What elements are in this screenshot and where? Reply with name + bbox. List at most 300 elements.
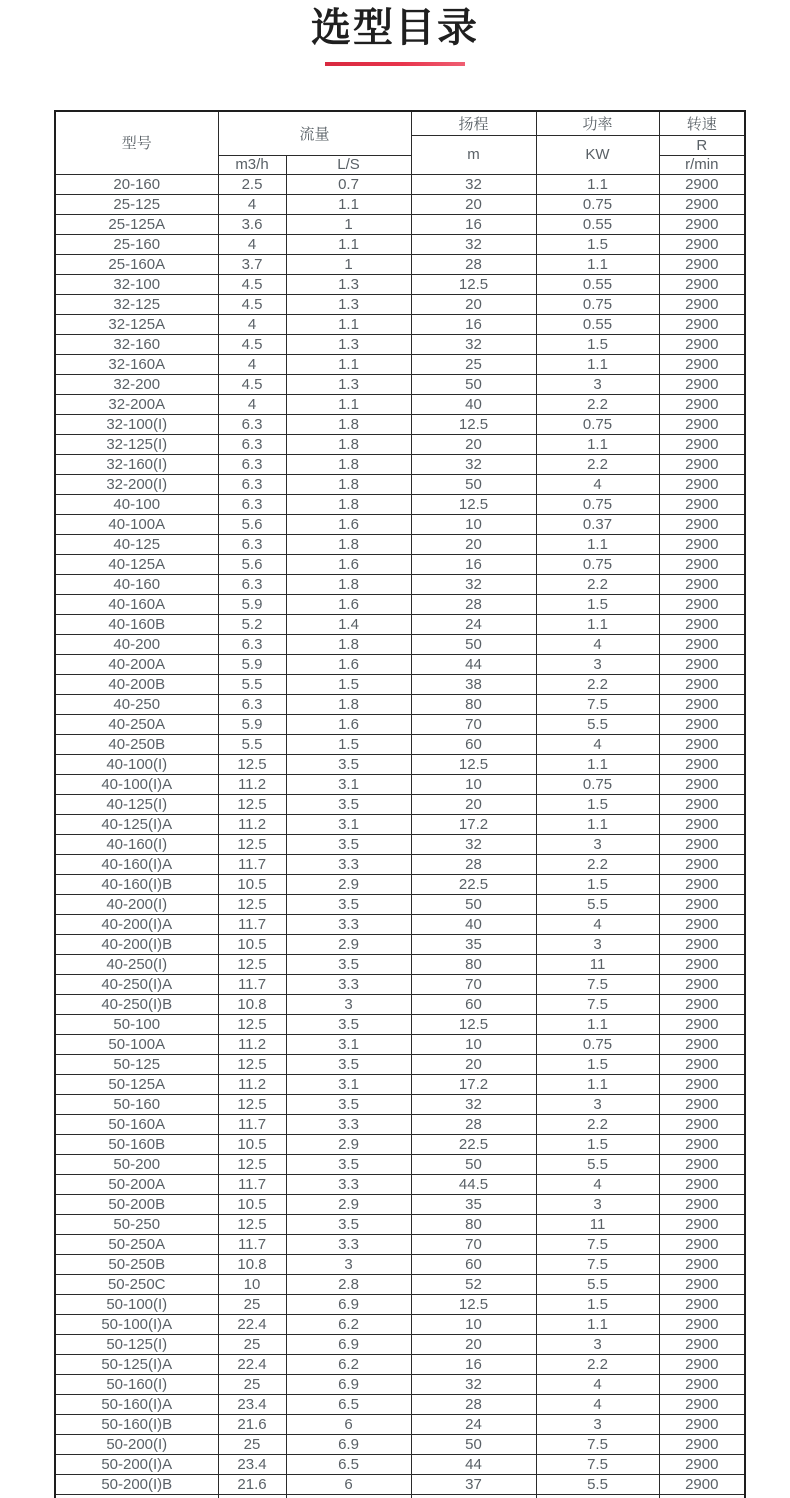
table-row	[55, 534, 745, 554]
cell-model: 32-125	[55, 294, 218, 314]
header-head: 扬程	[411, 111, 536, 135]
cell-speed-rpm: 2900	[659, 634, 745, 654]
header-power-unit: KW	[536, 135, 659, 174]
cell-flow-m3h: 25	[218, 1434, 286, 1454]
cell-flow-m3h: 10.5	[218, 1194, 286, 1214]
table-row	[55, 654, 745, 674]
cell-flow-m3h: 12.5	[218, 834, 286, 854]
cell-flow-m3h: 6.3	[218, 694, 286, 714]
cell-flow-ls: 3.3	[286, 914, 411, 934]
cell-speed-rpm: 2900	[659, 1234, 745, 1254]
cell-model: 40-160(I)	[55, 834, 218, 854]
header-speed: 转速	[659, 111, 745, 135]
cell-speed-rpm: 2900	[659, 794, 745, 814]
table-row	[55, 514, 745, 534]
cell-power-kw: 1.5	[536, 234, 659, 254]
cell-flow-m3h: 23.4	[218, 1454, 286, 1474]
cell-head-m: 17.2	[411, 814, 536, 834]
cell-flow-ls: 1.8	[286, 574, 411, 594]
header-flow-unit-m3h: m3/h	[218, 155, 286, 174]
cell-head-m: 40	[411, 394, 536, 414]
cell-model: 50-160	[55, 1094, 218, 1114]
cell-speed-rpm: 2900	[659, 1214, 745, 1234]
cell-speed-rpm: 2900	[659, 574, 745, 594]
cell-power-kw: 1.5	[536, 874, 659, 894]
cell-flow-m3h: 4.5	[218, 374, 286, 394]
cell-power-kw: 2.2	[536, 1354, 659, 1374]
cell-flow-m3h: 6.3	[218, 574, 286, 594]
cell-head-m: 35	[411, 1194, 536, 1214]
cell-flow-ls: 6.9	[286, 1294, 411, 1314]
cell-power-kw: 5.5	[536, 1274, 659, 1294]
cell-power-kw: 1.1	[536, 434, 659, 454]
table-row	[55, 494, 745, 514]
cell-model: 50-160A	[55, 1114, 218, 1134]
cell-speed-rpm: 2900	[659, 394, 745, 414]
cell-head-m: 20	[411, 434, 536, 454]
cell-flow-ls: 3.5	[286, 954, 411, 974]
table-row	[55, 1274, 745, 1294]
cell-speed-rpm: 2900	[659, 554, 745, 574]
cell-flow-ls: 6	[286, 1414, 411, 1434]
cell-speed-rpm: 2900	[659, 274, 745, 294]
cell-head-m: 16	[411, 1354, 536, 1374]
table-row	[55, 234, 745, 254]
cell-power-kw: 1.1	[536, 174, 659, 194]
cell-flow-ls: 3.1	[286, 1034, 411, 1054]
cell-flow-ls: 3.3	[286, 854, 411, 874]
table-row	[55, 1114, 745, 1134]
cell-head-m: 20	[411, 794, 536, 814]
table-row	[55, 314, 745, 334]
cell-power-kw: 0.75	[536, 414, 659, 434]
cell-flow-ls: 3.1	[286, 774, 411, 794]
cell-model: 40-200(I)	[55, 894, 218, 914]
cell-model: 50-125	[55, 1054, 218, 1074]
cell-model: 50-125(I)	[55, 1334, 218, 1354]
cell-head-m: 16	[411, 314, 536, 334]
cell-flow-m3h: 5.5	[218, 674, 286, 694]
cell-speed-rpm: 2900	[659, 814, 745, 834]
cell-power-kw: 1.1	[536, 534, 659, 554]
table-row	[55, 294, 745, 314]
cell-speed-rpm: 2900	[659, 1434, 745, 1454]
cell-speed-rpm: 2900	[659, 854, 745, 874]
title-divider	[325, 62, 465, 66]
cell-model: 50-160(I)	[55, 1374, 218, 1394]
cell-speed-rpm: 2900	[659, 1194, 745, 1214]
cell-model: 40-250A	[55, 714, 218, 734]
cell-flow-ls: 3.5	[286, 754, 411, 774]
cell-flow-ls: 6.5	[286, 1454, 411, 1474]
table-row	[55, 594, 745, 614]
table-row	[55, 574, 745, 594]
cell-flow-ls: 1	[286, 254, 411, 274]
cell-model: 40-100(I)A	[55, 774, 218, 794]
cell-model: 50-100	[55, 1014, 218, 1034]
cell-head-m: 80	[411, 1214, 536, 1234]
cell-flow-m3h: 11.2	[218, 1034, 286, 1054]
table-row	[55, 1174, 745, 1194]
cell-speed-rpm: 2900	[659, 334, 745, 354]
cell-power-kw: 4	[536, 914, 659, 934]
cell-model: 50-125A	[55, 1074, 218, 1094]
table-row	[55, 254, 745, 274]
cell-head-m: 10	[411, 514, 536, 534]
cell-flow-ls: 1.4	[286, 614, 411, 634]
cell-flow-ls: 2.9	[286, 874, 411, 894]
cell-power-kw: 0.55	[536, 274, 659, 294]
table-row	[55, 1294, 745, 1314]
cell-flow-ls: 1.1	[286, 314, 411, 334]
cell-flow-ls: 3.3	[286, 1114, 411, 1134]
cell-flow-ls: 1.3	[286, 274, 411, 294]
cell-flow-ls: 1.1	[286, 354, 411, 374]
cell-model: 50-160(I)B	[55, 1414, 218, 1434]
cell-speed-rpm: 2900	[659, 734, 745, 754]
cell-head-m: 32	[411, 454, 536, 474]
cell-head-m: 28	[411, 854, 536, 874]
cell-flow-m3h: 11.7	[218, 1114, 286, 1134]
cell-flow-ls: 1.5	[286, 734, 411, 754]
cell-flow-ls: 1.6	[286, 654, 411, 674]
cell-head-m: 32	[411, 834, 536, 854]
table-row	[55, 374, 745, 394]
cell-speed-rpm: 2900	[659, 1054, 745, 1074]
cell-head-m: 50	[411, 1154, 536, 1174]
table-row	[55, 414, 745, 434]
table-row	[55, 1334, 745, 1354]
cell-model: 25-160A	[55, 254, 218, 274]
table-row	[55, 614, 745, 634]
cell-model: 40-125(I)	[55, 794, 218, 814]
cell-flow-m3h: 6.3	[218, 414, 286, 434]
cell-flow-ls: 6.9	[286, 1334, 411, 1354]
cell-power-kw: 2.2	[536, 674, 659, 694]
cell-head-m: 10	[411, 1034, 536, 1054]
cell-power-kw: 1.5	[536, 1134, 659, 1154]
cell-model: 40-100(I)	[55, 754, 218, 774]
header-head-unit: m	[411, 135, 536, 174]
cell-flow-ls: 3.5	[286, 1014, 411, 1034]
cell-flow-m3h: 5.9	[218, 654, 286, 674]
table-row	[55, 1374, 745, 1394]
cell-power-kw: 1.1	[536, 1314, 659, 1334]
cell-flow-ls	[286, 1494, 411, 1498]
cell-head-m: 20	[411, 294, 536, 314]
cell-flow-ls: 3.5	[286, 894, 411, 914]
table-row	[55, 474, 745, 494]
table-row	[55, 1314, 745, 1334]
cell-flow-ls: 1.8	[286, 434, 411, 454]
cell-model: 25-125	[55, 194, 218, 214]
cell-flow-m3h: 11.7	[218, 1174, 286, 1194]
table-row	[55, 554, 745, 574]
cell-power-kw: 3	[536, 834, 659, 854]
table-row	[55, 794, 745, 814]
cell-model: 40-160B	[55, 614, 218, 634]
table-row	[55, 774, 745, 794]
cell-power-kw: 4	[536, 1174, 659, 1194]
cell-power-kw: 7.5	[536, 994, 659, 1014]
cell-power-kw: 1.1	[536, 254, 659, 274]
cell-flow-m3h: 21.6	[218, 1414, 286, 1434]
table-row	[55, 814, 745, 834]
cell-head-m: 50	[411, 374, 536, 394]
cell-power-kw: 3	[536, 1094, 659, 1114]
cell-flow-ls: 1.3	[286, 294, 411, 314]
cell-speed-rpm: 2900	[659, 934, 745, 954]
cell-head-m: 28	[411, 1394, 536, 1414]
cell-speed-rpm: 2900	[659, 1454, 745, 1474]
cell-speed-rpm: 2900	[659, 1474, 745, 1494]
cell-flow-ls: 2.9	[286, 1134, 411, 1154]
cell-head-m: 12.5	[411, 274, 536, 294]
cell-flow-ls: 1.1	[286, 194, 411, 214]
cell-head-m: 32	[411, 574, 536, 594]
cell-power-kw: 3	[536, 1414, 659, 1434]
cell-power-kw: 11	[536, 954, 659, 974]
cell-power-kw: 2.2	[536, 574, 659, 594]
cell-speed-rpm: 2900	[659, 354, 745, 374]
cell-head-m: 40	[411, 914, 536, 934]
cell-flow-ls: 1.6	[286, 714, 411, 734]
cell-flow-ls: 3	[286, 1254, 411, 1274]
cell-model: 40-200A	[55, 654, 218, 674]
cell-flow-m3h: 11.7	[218, 1234, 286, 1254]
cell-head-m: 52	[411, 1274, 536, 1294]
cell-flow-m3h: 4	[218, 234, 286, 254]
cell-flow-m3h: 11.2	[218, 1074, 286, 1094]
cell-speed-rpm: 2900	[659, 1174, 745, 1194]
cell-flow-m3h: 10	[218, 1274, 286, 1294]
cell-flow-m3h: 25	[218, 1374, 286, 1394]
table-row	[55, 454, 745, 474]
table-row	[55, 754, 745, 774]
cell-head-m: 17.2	[411, 1074, 536, 1094]
cell-speed-rpm: 2900	[659, 1134, 745, 1154]
cell-speed-rpm: 2900	[659, 294, 745, 314]
cell-model: 32-125(I)	[55, 434, 218, 454]
cell-speed-rpm: 2900	[659, 374, 745, 394]
cell-power-kw: 1.1	[536, 614, 659, 634]
cell-speed-rpm: 2900	[659, 1274, 745, 1294]
header-speed-unit-rmin: r/min	[659, 155, 745, 174]
cell-speed-rpm: 2900	[659, 254, 745, 274]
cell-speed-rpm: 2900	[659, 1154, 745, 1174]
cell-head-m: 60	[411, 1254, 536, 1274]
cell-power-kw: 4	[536, 634, 659, 654]
cell-model: 40-250(I)	[55, 954, 218, 974]
cell-flow-m3h: 12.5	[218, 954, 286, 974]
cell-model: 32-160(I)	[55, 454, 218, 474]
title-block	[0, 0, 790, 66]
table-header	[55, 111, 745, 174]
cell-head-m: 44	[411, 654, 536, 674]
table-row	[55, 394, 745, 414]
table-row	[55, 854, 745, 874]
cell-model: 50-250A	[55, 1234, 218, 1254]
cell-power-kw: 3	[536, 1334, 659, 1354]
table-row	[55, 694, 745, 714]
cell-flow-ls: 1.8	[286, 454, 411, 474]
cell-speed-rpm: 2900	[659, 874, 745, 894]
cell-model: 50-250C	[55, 1274, 218, 1294]
cell-flow-ls: 3.5	[286, 1054, 411, 1074]
cell-head-m: 12.5	[411, 414, 536, 434]
cell-speed-rpm: 2900	[659, 994, 745, 1014]
header-speed-unit-r: R	[659, 135, 745, 155]
cell-flow-ls: 6.5	[286, 1394, 411, 1414]
table-row	[55, 1214, 745, 1234]
cell-flow-m3h: 12.5	[218, 1094, 286, 1114]
cell-flow-m3h: 4	[218, 394, 286, 414]
cell-model: 50-200(I)	[55, 1434, 218, 1454]
cell-head-m: 35	[411, 934, 536, 954]
cell-head-m: 12.5	[411, 1294, 536, 1314]
cell-flow-m3h: 11.7	[218, 854, 286, 874]
cell-model: 50-200A	[55, 1174, 218, 1194]
cell-power-kw: 7.5	[536, 1454, 659, 1474]
table-row	[55, 1074, 745, 1094]
cell-flow-m3h: 11.2	[218, 774, 286, 794]
cell-head-m: 28	[411, 1114, 536, 1134]
cell-flow-m3h: 11.7	[218, 914, 286, 934]
cell-flow-ls: 2.9	[286, 1194, 411, 1214]
cell-model: 32-100(I)	[55, 414, 218, 434]
cell-power-kw: 3	[536, 654, 659, 674]
cell-speed-rpm: 2900	[659, 914, 745, 934]
table-body	[55, 174, 745, 1498]
table-row	[55, 434, 745, 454]
cell-speed-rpm: 2900	[659, 194, 745, 214]
cell-model: 40-250	[55, 694, 218, 714]
cell-head-m: 70	[411, 1234, 536, 1254]
cell-speed-rpm: 2900	[659, 1254, 745, 1274]
cell-flow-ls: 1.8	[286, 694, 411, 714]
cell-power-kw: 5.5	[536, 714, 659, 734]
cell-model: 40-160	[55, 574, 218, 594]
cell-model: 32-200A	[55, 394, 218, 414]
table-row	[55, 1394, 745, 1414]
cell-flow-m3h: 5.6	[218, 554, 286, 574]
table-row	[55, 894, 745, 914]
cell-flow-ls: 3.5	[286, 1214, 411, 1234]
header-row-1	[55, 111, 745, 135]
table-row	[55, 1254, 745, 1274]
table-row	[55, 1054, 745, 1074]
cell-flow-m3h: 12.5	[218, 1054, 286, 1074]
cell-power-kw: 7.5	[536, 1434, 659, 1454]
cell-head-m: 44.5	[411, 1174, 536, 1194]
cell-head-m: 38	[411, 674, 536, 694]
cell-flow-m3h: 25	[218, 1334, 286, 1354]
cell-power-kw: 2.2	[536, 454, 659, 474]
cell-flow-ls: 3.1	[286, 814, 411, 834]
cell-speed-rpm: 2900	[659, 1374, 745, 1394]
header-flow-unit-ls: L/S	[286, 155, 411, 174]
cell-head-m: 70	[411, 974, 536, 994]
cell-model: 40-200(I)B	[55, 934, 218, 954]
cell-flow-ls: 1.8	[286, 474, 411, 494]
cell-model: 50-100A	[55, 1034, 218, 1054]
cell-model: 32-125A	[55, 314, 218, 334]
cell-power-kw: 7.5	[536, 1254, 659, 1274]
cell-flow-ls: 3.3	[286, 974, 411, 994]
cell-head-m: 50	[411, 894, 536, 914]
cell-head-m: 16	[411, 214, 536, 234]
cell-flow-m3h: 5.9	[218, 714, 286, 734]
cell-head-m: 20	[411, 534, 536, 554]
cell-flow-m3h: 6.3	[218, 534, 286, 554]
cell-power-kw: 1.1	[536, 354, 659, 374]
cell-flow-m3h: 4.5	[218, 274, 286, 294]
table-row	[55, 1134, 745, 1154]
cell-power-kw: 4	[536, 734, 659, 754]
cell-power-kw: 5.5	[536, 894, 659, 914]
cell-power-kw: 0.75	[536, 1034, 659, 1054]
cell-speed-rpm: 2900	[659, 654, 745, 674]
cell-head-m: 50	[411, 1434, 536, 1454]
cell-speed-rpm: 2900	[659, 174, 745, 194]
cell-head-m: 28	[411, 594, 536, 614]
cell-model: 40-125	[55, 534, 218, 554]
cell-head-m: 50	[411, 634, 536, 654]
table-row	[55, 214, 745, 234]
cell-speed-rpm: 2900	[659, 974, 745, 994]
cell-head-m: 24	[411, 614, 536, 634]
table-row	[55, 1454, 745, 1474]
cell-flow-ls: 1.6	[286, 514, 411, 534]
cell-flow-ls: 1.1	[286, 394, 411, 414]
selection-table	[54, 110, 746, 1498]
cell-flow-m3h: 21.6	[218, 1474, 286, 1494]
cell-power-kw: 0.75	[536, 494, 659, 514]
table-row	[55, 974, 745, 994]
table-row	[55, 634, 745, 654]
cell-speed-rpm: 2900	[659, 1394, 745, 1414]
table-row	[55, 994, 745, 1014]
cell-speed-rpm: 2900	[659, 954, 745, 974]
cell-power-kw: 1.5	[536, 1294, 659, 1314]
cell-model: 40-250B	[55, 734, 218, 754]
cell-flow-m3h: 12.5	[218, 1154, 286, 1174]
cell-power-kw: 0.75	[536, 294, 659, 314]
table-row-partial	[55, 1494, 745, 1498]
cell-flow-m3h: 5.6	[218, 514, 286, 534]
cell-model: 40-200B	[55, 674, 218, 694]
cell-flow-ls: 1.8	[286, 634, 411, 654]
cell-model: 50-250	[55, 1214, 218, 1234]
cell-model: 50-160B	[55, 1134, 218, 1154]
cell-head-m: 60	[411, 734, 536, 754]
cell-flow-m3h: 25	[218, 1294, 286, 1314]
cell-model: 40-125A	[55, 554, 218, 574]
cell-head-m: 12.5	[411, 754, 536, 774]
cell-flow-m3h: 6.3	[218, 634, 286, 654]
cell-flow-ls: 1.8	[286, 494, 411, 514]
cell-flow-m3h: 10.5	[218, 934, 286, 954]
cell-power-kw: 0.75	[536, 554, 659, 574]
cell-flow-ls: 1.8	[286, 534, 411, 554]
table-row	[55, 274, 745, 294]
cell-model: 50-100(I)	[55, 1294, 218, 1314]
cell-flow-m3h: 4	[218, 194, 286, 214]
cell-flow-ls: 3.5	[286, 834, 411, 854]
table-row	[55, 1434, 745, 1454]
cell-speed-rpm: 2900	[659, 1014, 745, 1034]
cell-speed-rpm: 2900	[659, 894, 745, 914]
